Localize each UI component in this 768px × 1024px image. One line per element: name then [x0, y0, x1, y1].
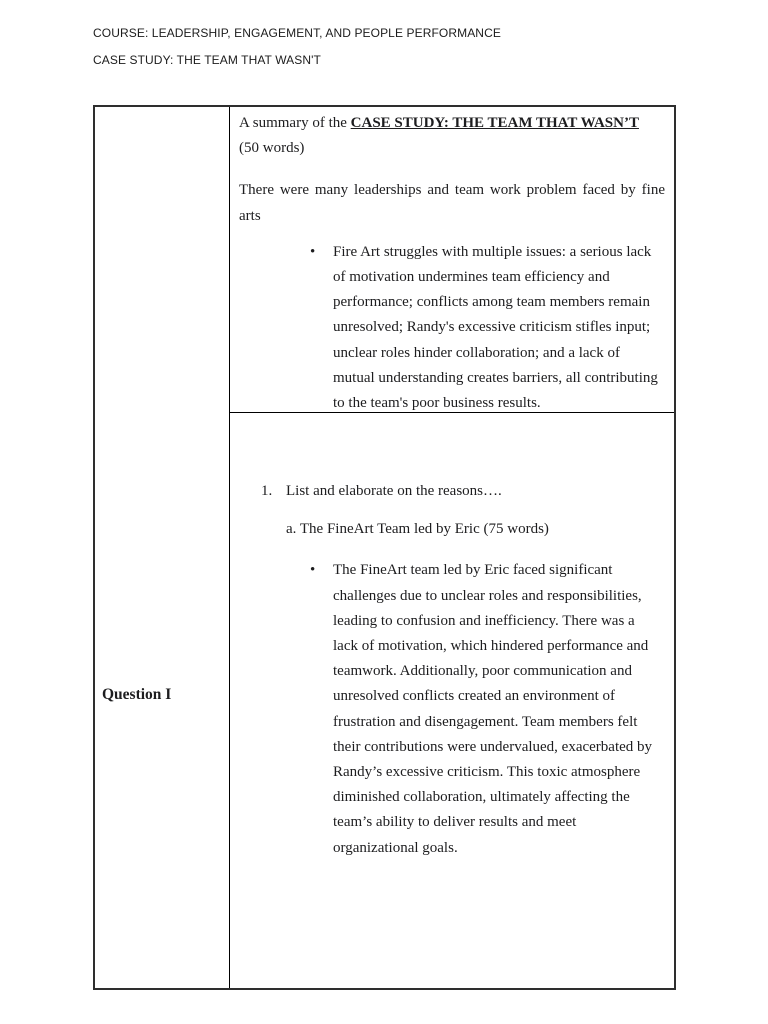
answer-bullet-item	[310, 558, 665, 860]
summary-cell	[230, 107, 674, 413]
course-title: COURSE: LEADERSHIP, ENGAGEMENT, AND PEOPLE PERFORMANCE	[93, 26, 501, 40]
summary-intro-line	[239, 111, 665, 136]
summary-paragraph-line: There were many leaderships and team work problem faced by fine	[239, 182, 665, 199]
summary-word-count: (50 words)	[239, 140, 305, 157]
summary-intro-prefix: A summary of the	[239, 115, 351, 131]
case-study-table	[93, 105, 676, 990]
bullet-icon: •	[310, 562, 316, 579]
question-label: Question I	[102, 686, 172, 703]
summary-paragraph	[239, 178, 665, 228]
list-item-text: List and elaborate on the reasons….	[286, 483, 502, 499]
answer-bullet-text: The FineArt team led by Eric faced significant challenges due to unclear roles and responsibilities, leading to confusion and inefficiency. There was a lack of motivation, which hindered performance and teamwork. Additionally, poor communication and unresolved conflicts created an environment of frustration and disengagement. Team members felt their contributions were undervalued, exacerbated by Randy’s excessive criticism. This toxic atmosphere diminished collaboration, ultimately affecting the team’s ability to deliver results and meet organizational goals.	[333, 562, 653, 856]
sub-question: a. The FineArt Team led by Eric (75 words)	[286, 521, 549, 538]
bullet-icon: •	[310, 243, 316, 260]
question-cell	[95, 107, 230, 988]
summary-paragraph-line: arts	[239, 207, 261, 224]
answer-cell	[230, 413, 674, 988]
summary-bullet-text: Fire Art struggles with multiple issues: a serious lack of motivation undermines team efficiency and performance; conflicts among team members remain unresolved; Randy's excessive criticism stifles input; unclear roles hinder collaboration; and a lack of mutual understanding creates barriers, all contributing to the team's poor business results.	[333, 243, 658, 412]
summary-bullet-item	[310, 240, 665, 413]
summary-case-title: CASE STUDY: THE TEAM THAT WASN’T	[350, 115, 639, 131]
case-study-title: CASE STUDY: THE TEAM THAT WASN'T	[93, 53, 321, 67]
list-number: 1.	[261, 483, 273, 499]
numbered-list-item	[261, 479, 665, 504]
document-header	[93, 26, 501, 67]
